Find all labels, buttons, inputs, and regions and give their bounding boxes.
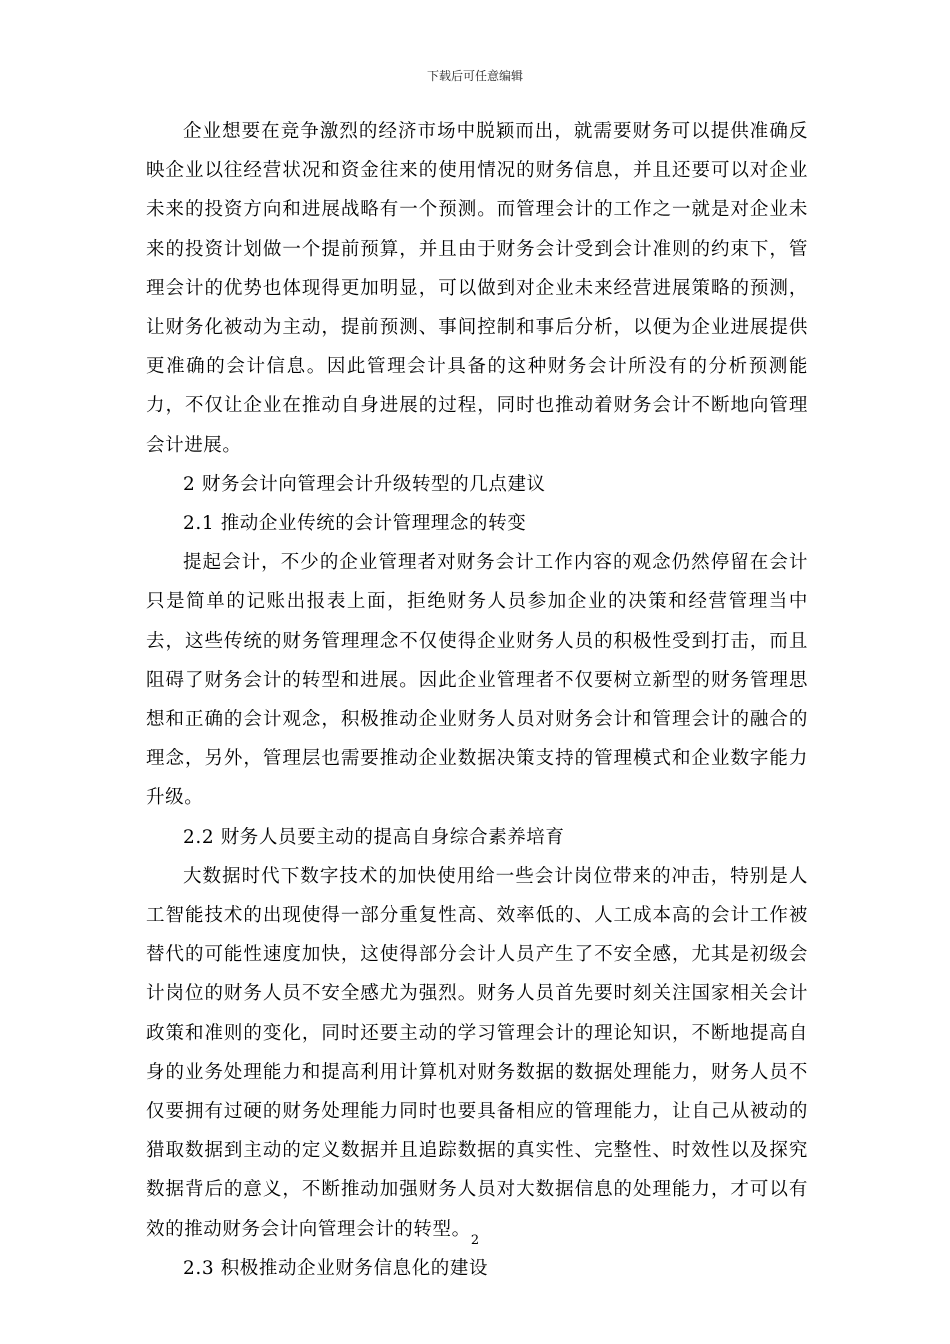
body-paragraph: 企业想要在竞争激烈的经济市场中脱颖而出，就需要财务可以提供准确反映企业以往经营状况和资金往来的使用情况的财务信息，并且还要可以对企业未来的投资方向和进展战略有一个预测。而管理会计的工作之一就是对企业未来的投资计划做一个提前预算，并且由于财务会计受到会计准则的约束下，管理会计的优势也体现得更加明显，可以做到对企业未来经营进展策略的预测，让财务化被动为主动，提前预测、事间控制和事后分析，以便为企业进展提供更准确的会计信息。因此管理会计具备的这种财务会计所没有的分析预测能力，不仅让企业在推动自身进展的过程，同时也推动着财务会计不断地向管理会计进展。 [146,121,808,456]
body-paragraph: 大数据时代下数字技术的加快使用给一些会计岗位带来的冲击，特别是人工智能技术的出现使得一部分重复性高、效率低的、人工成本高的会计工作被替代的可能性速度加快，这使得部分会计人员产生了不安全感，尤其是初级会计岗位的财务人员不安全感尤为强烈。财务人员首先要时刻关注国家相关会计政策和准则的变化，同时还要主动的学习管理会计的理论知识，不断地提高自身的业务处理能力和提高利用计算机对财务数据的数据处理能力，财务人员不仅要拥有过硬的财务处理能力同时也要具备相应的管理能力，让自己从被动的猎取数据到主动的定义数据并且追踪数据的真实性、完整性、时效性以及探究数据背后的意义，不断推动加强财务人员对大数据信息的处理能力，才可以有效的推动财务会计向管理会计的转型。 [146,865,808,1240]
page-number: 2 [470,1233,480,1248]
subsection-heading: 2.3 积极推动企业财务信息化的建设 [183,1257,489,1279]
section-heading: 2 财务会计向管理会计升级转型的几点建议 [183,473,546,495]
body-paragraph: 提起会计，不少的企业管理者对财务会计工作内容的观念仍然停留在会计只是简单的记账出报表上面，拒绝财务人员参加企业的决策和经营管理当中去，这些传统的财务管理理念不仅使得企业财务人员的积极性受到打击，而且阻碍了财务会计的转型和进展。因此企业管理者不仅要树立新型的财务管理思想和正确的会计观念，积极推动企业财务人员对财务会计和管理会计的融合的理念，另外，管理层也需要推动企业数据决策支持的管理模式和企业数字能力升级。 [146,552,808,809]
page-header: 下载后可任意编辑 [426,69,523,83]
document-body [146,112,808,1288]
subsection-heading: 2.1 推动企业传统的会计管理理念的转变 [183,513,527,535]
subsection-heading: 2.2 财务人员要主动的提高自身综合素养培育 [183,826,565,848]
